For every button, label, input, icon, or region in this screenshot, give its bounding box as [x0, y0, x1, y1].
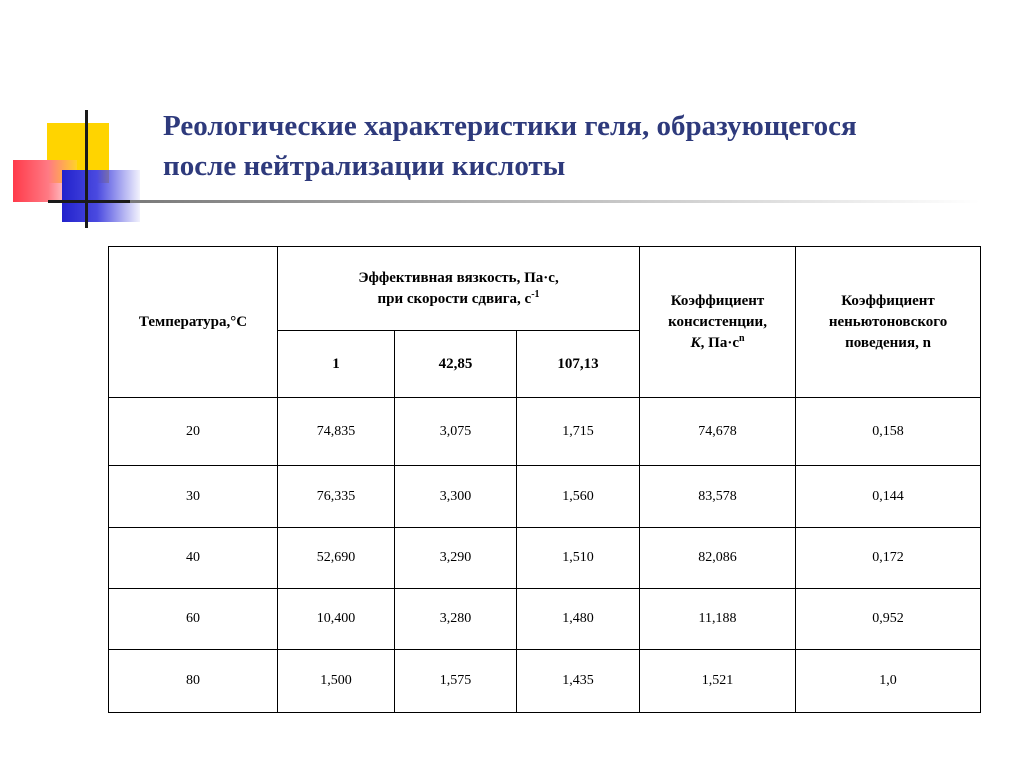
header-shear-rate-1: 1 [278, 331, 395, 398]
cell-non-newtonian: 0,144 [796, 466, 981, 528]
header-consistency-line-1: Коэффициент [670, 292, 765, 309]
header-shear-rate-3: 107,13 [517, 331, 640, 398]
cell-non-newtonian: 1,0 [796, 650, 981, 713]
cell-temperature: 60 [109, 589, 278, 650]
cell-consistency: 11,188 [640, 589, 796, 650]
cell-viscosity-2: 3,300 [395, 466, 517, 528]
header-non-newtonian-coefficient [796, 247, 981, 398]
header-temperature [109, 247, 278, 398]
cell-temperature: 40 [109, 528, 278, 589]
logo-horizontal-line [48, 200, 143, 203]
header-viscosity-line-1: Эффективная вязкость, Па·с, [358, 269, 559, 286]
header-effective-viscosity [278, 247, 640, 331]
table-row [109, 650, 981, 713]
logo-vertical-line [85, 110, 88, 228]
cell-viscosity-3: 1,435 [517, 650, 640, 713]
cell-viscosity-2: 3,280 [395, 589, 517, 650]
title-underline [130, 200, 980, 203]
cell-viscosity-1: 74,835 [278, 398, 395, 466]
header-consistency-symbol: К [690, 334, 701, 351]
table-row [109, 466, 981, 528]
header-temperature-label: Температура,°С [138, 313, 248, 330]
slide-title-line-2: после нейтрализации кислоты [163, 150, 566, 182]
header-consistency-coefficient [640, 247, 796, 398]
logo-blue-square [62, 170, 140, 222]
slide-title-line-1: Реологические характеристики геля, образующегося [163, 110, 857, 142]
cell-viscosity-2: 3,290 [395, 528, 517, 589]
cell-non-newtonian: 0,172 [796, 528, 981, 589]
cell-consistency: 74,678 [640, 398, 796, 466]
header-nonnewton-line-2: неньютоновского [828, 313, 948, 330]
cell-viscosity-2: 1,575 [395, 650, 517, 713]
cell-temperature: 30 [109, 466, 278, 528]
cell-consistency: 1,521 [640, 650, 796, 713]
cell-viscosity-3: 1,480 [517, 589, 640, 650]
cell-viscosity-1: 10,400 [278, 589, 395, 650]
cell-viscosity-3: 1,510 [517, 528, 640, 589]
cell-consistency: 82,086 [640, 528, 796, 589]
cell-non-newtonian: 0,952 [796, 589, 981, 650]
header-consistency-line-2: консистенции, [668, 313, 767, 330]
cell-consistency: 83,578 [640, 466, 796, 528]
header-consistency-exponent: n [738, 332, 745, 344]
table-row [109, 589, 981, 650]
cell-viscosity-1: 76,335 [278, 466, 395, 528]
cell-viscosity-3: 1,560 [517, 466, 640, 528]
header-nonnewton-line-3: поведения, n [845, 334, 931, 351]
cell-non-newtonian: 0,158 [796, 398, 981, 466]
table-row [109, 528, 981, 589]
rheology-table [108, 246, 981, 713]
table-row [109, 398, 981, 466]
cell-temperature: 20 [109, 398, 278, 466]
header-consistency-unit: , Па·с [700, 334, 739, 351]
slide-title [163, 106, 1003, 186]
header-nonnewton-line-1: Коэффициент [841, 292, 935, 309]
cell-viscosity-1: 52,690 [278, 528, 395, 589]
header-viscosity-line-2: при скорости сдвига, с [377, 290, 532, 307]
header-shear-rate-2: 42,85 [395, 331, 517, 398]
header-viscosity-exponent: -1 [531, 288, 540, 300]
cell-viscosity-2: 3,075 [395, 398, 517, 466]
cell-viscosity-3: 1,715 [517, 398, 640, 466]
cell-temperature: 80 [109, 650, 278, 713]
cell-viscosity-1: 1,500 [278, 650, 395, 713]
